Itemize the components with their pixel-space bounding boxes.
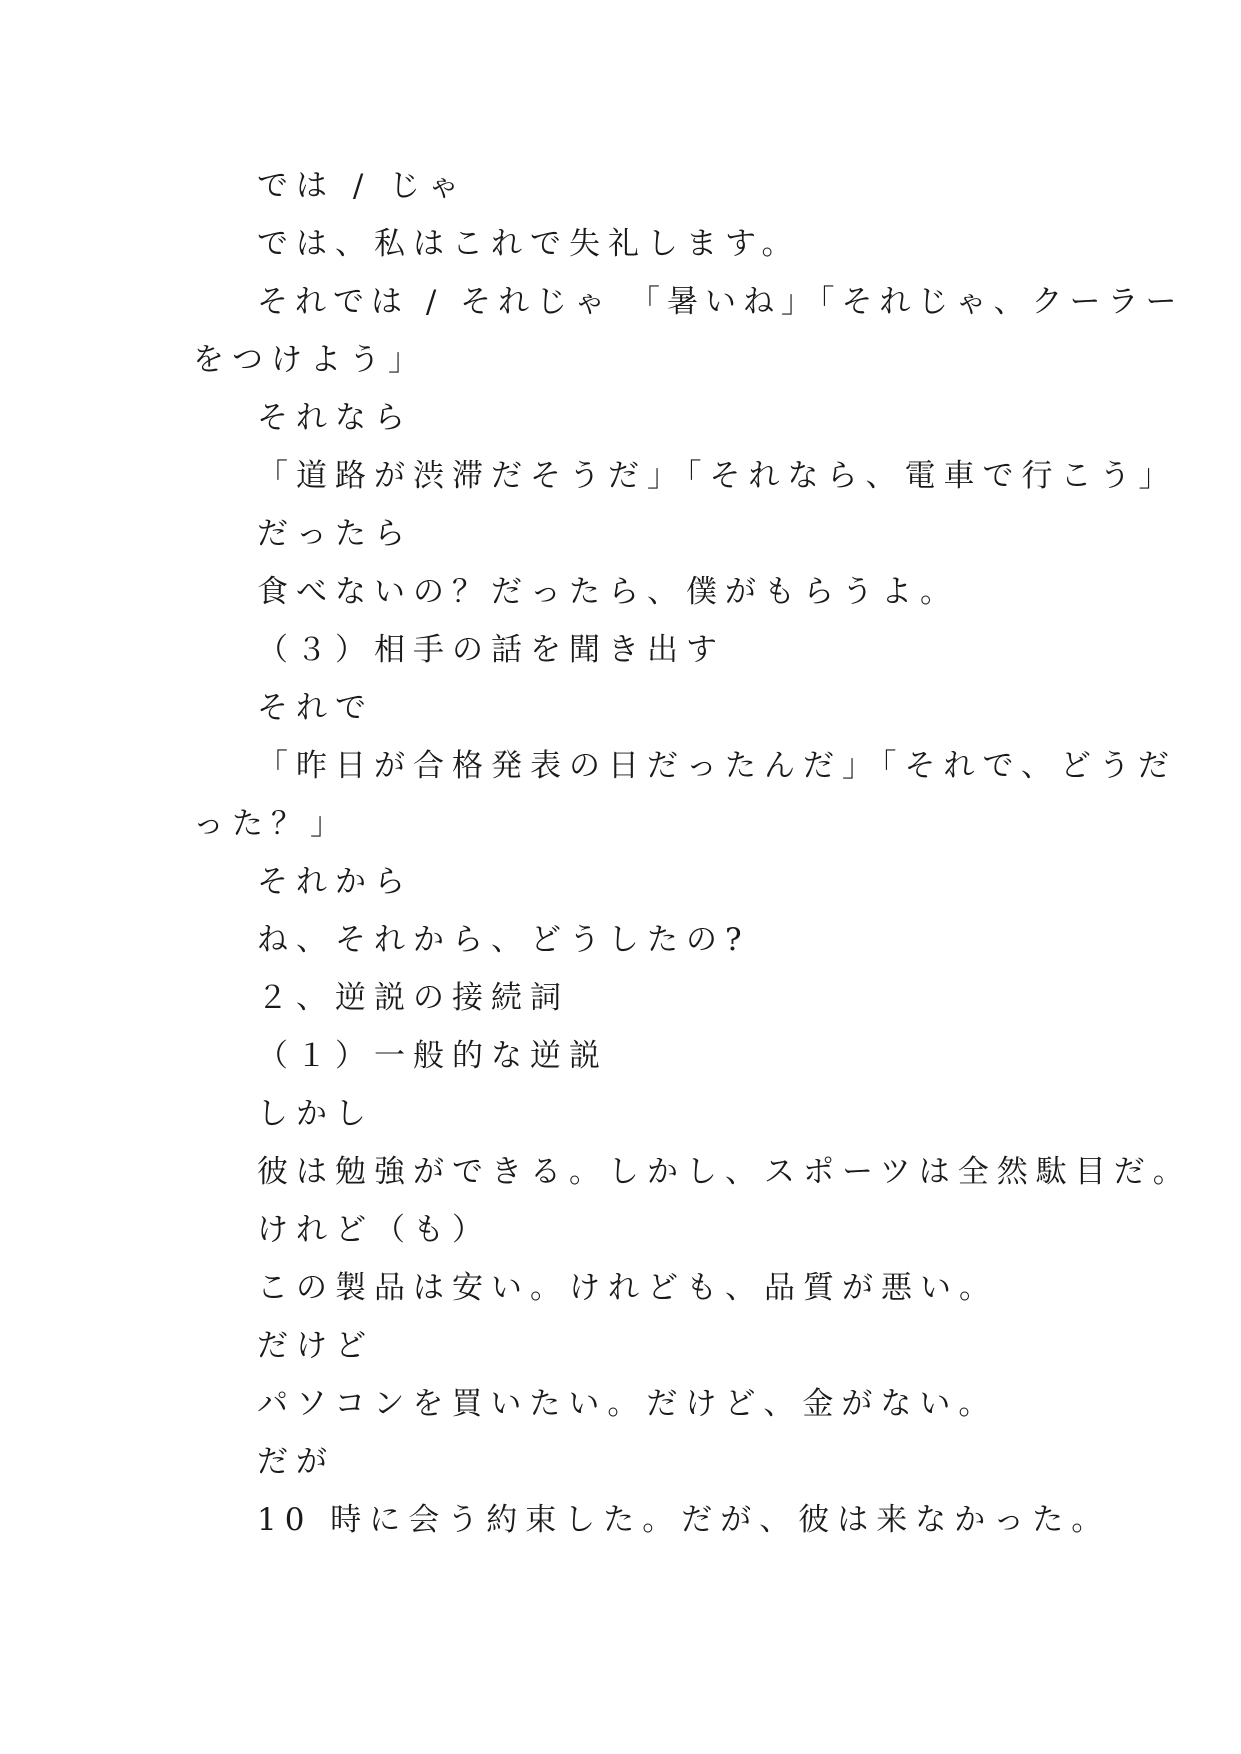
- text-line: だったら: [257, 516, 413, 552]
- text-line: をつけよう」: [193, 342, 427, 378]
- text-line: それなら: [257, 400, 413, 436]
- text-line: けれど（も）: [257, 1212, 491, 1248]
- text-line: 「昨日が合格発表の日だったんだ」「それで、どうだ: [257, 748, 1177, 784]
- text-line: しかし: [257, 1096, 374, 1132]
- text-line: パソコンを買いたい。だけど、金がない。: [257, 1386, 998, 1422]
- text-line: だけど: [257, 1328, 374, 1364]
- text-line: 「道路が渋滞だそうだ」「それなら、電車で行こう」: [257, 458, 1178, 494]
- text-line: ね、それから、どうしたの?: [257, 922, 750, 958]
- text-line: 食べないの？だったら、僕がもらうよ。: [257, 574, 959, 610]
- text-line: 彼は勉強ができる。しかし、スポーツは全然駄目だ。: [257, 1154, 1192, 1190]
- text-line: この製品は安い。けれども、品質が悪い。: [257, 1270, 998, 1306]
- section-heading: （３）相手の話を聞き出す: [257, 632, 725, 668]
- section-heading: ２、逆説の接続詞: [257, 980, 569, 1016]
- text-line: だが: [257, 1444, 335, 1480]
- text-line: 10 時に会う約束した。だが、彼は来なかった。: [257, 1502, 1111, 1538]
- text-line: それから: [257, 864, 413, 900]
- text-line: った？」: [193, 806, 349, 842]
- section-heading: （１）一般的な逆説: [257, 1038, 608, 1074]
- text-line: それでは / それじゃ 「暑いね」「それじゃ、クーラー: [257, 284, 1184, 320]
- text-line: それで: [257, 690, 374, 726]
- text-line: では、私はこれで失礼します。: [257, 226, 801, 262]
- text-line: では / じゃ: [257, 168, 468, 204]
